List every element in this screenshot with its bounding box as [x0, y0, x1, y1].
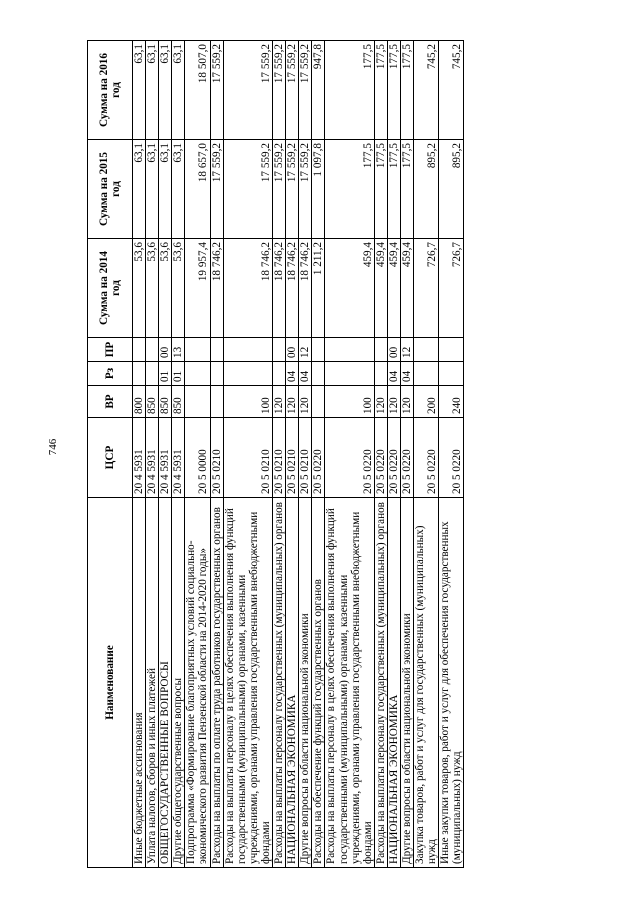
row-csr: 20 5 0220 — [374, 418, 387, 498]
table-row — [414, 41, 439, 868]
header-sum-2014: Сумма на 2014 год — [88, 239, 133, 338]
table-row — [439, 41, 464, 868]
row-vr: 120 — [286, 386, 299, 418]
row-name: Расходы на выплаты персоналу в целях обеспечения выполнения функций государственными (муниципальными) органами, казенными учреждениями, органами управления государственными внебюджетными фондами — [223, 498, 272, 868]
row-rz — [223, 362, 272, 386]
row-pr — [185, 338, 210, 362]
row-name: Другие общегосударственные вопросы — [172, 498, 185, 868]
table-row — [387, 41, 400, 868]
row-pr: 13 — [172, 338, 185, 362]
row-sum-2014: 726,7 — [414, 239, 439, 338]
row-rz: 04 — [400, 362, 413, 386]
row-vr — [312, 386, 325, 418]
row-pr — [374, 338, 387, 362]
row-sum-2014: 53,6 — [172, 239, 185, 338]
header-sum-2015: Сумма на 2015 год — [88, 140, 133, 239]
row-sum-2014: 19 957,4 — [185, 239, 210, 338]
row-sum-2014: 459,4 — [374, 239, 387, 338]
row-sum-2016: 17 559,2 — [223, 41, 272, 140]
row-sum-2016: 17 559,2 — [286, 41, 299, 140]
row-rz — [146, 362, 159, 386]
row-name: ОБЩЕГОСУДАРСТВЕННЫЕ ВОПРОСЫ — [159, 498, 172, 868]
row-sum-2015: 895,2 — [439, 140, 464, 239]
row-name: Уплата налогов, сборов и иных платежей — [146, 498, 159, 868]
row-rz — [325, 362, 374, 386]
row-vr: 120 — [273, 386, 286, 418]
row-name: Иные бюджетные ассигнования — [133, 498, 146, 868]
row-sum-2015: 17 559,2 — [210, 140, 223, 239]
row-sum-2015: 177,5 — [374, 140, 387, 239]
row-sum-2015: 63,1 — [172, 140, 185, 239]
row-pr — [312, 338, 325, 362]
table-row — [286, 41, 299, 868]
row-rz: 04 — [387, 362, 400, 386]
row-vr — [185, 386, 210, 418]
row-sum-2015: 63,1 — [159, 140, 172, 239]
row-vr: 120 — [387, 386, 400, 418]
row-vr: 120 — [299, 386, 312, 418]
row-sum-2015: 17 559,2 — [286, 140, 299, 239]
row-sum-2016: 177,5 — [400, 41, 413, 140]
row-rz — [439, 362, 464, 386]
row-sum-2016: 17 559,2 — [299, 41, 312, 140]
row-pr — [223, 338, 272, 362]
row-csr: 20 5 0000 — [185, 418, 210, 498]
row-csr: 20 5 0210 — [210, 418, 223, 498]
row-sum-2014: 459,4 — [325, 239, 374, 338]
row-sum-2014: 53,6 — [133, 239, 146, 338]
row-csr: 20 5 0220 — [312, 418, 325, 498]
row-rz — [414, 362, 439, 386]
row-sum-2014: 53,6 — [159, 239, 172, 338]
header-csr: ЦСР — [88, 418, 133, 498]
row-sum-2016: 63,1 — [146, 41, 159, 140]
row-rz: 01 — [159, 362, 172, 386]
row-name: Другие вопросы в области национальной экономики — [299, 498, 312, 868]
row-name: Подпрограмма «Формирование благоприятных условий социально-экономического развития Пензенской области на 2014-2020 годы» — [185, 498, 210, 868]
row-vr: 800 — [133, 386, 146, 418]
table-row — [325, 41, 374, 868]
row-name: Расходы на выплаты персоналу государственных (муниципальных) органов — [374, 498, 387, 868]
row-csr: 20 4 5931 — [159, 418, 172, 498]
header-name: Наименование — [88, 498, 133, 868]
row-sum-2016: 63,1 — [172, 41, 185, 140]
row-rz — [273, 362, 286, 386]
row-vr: 200 — [414, 386, 439, 418]
row-pr: 12 — [299, 338, 312, 362]
row-pr — [439, 338, 464, 362]
page-number: 746 — [47, 438, 59, 456]
header-sum-2016: Сумма на 2016 год — [88, 41, 133, 140]
table-row — [400, 41, 413, 868]
table-header-row — [88, 41, 133, 868]
row-sum-2014: 459,4 — [387, 239, 400, 338]
table-row — [273, 41, 286, 868]
row-sum-2015: 63,1 — [133, 140, 146, 239]
row-pr: 00 — [159, 338, 172, 362]
row-vr: 850 — [172, 386, 185, 418]
row-csr: 20 5 0220 — [439, 418, 464, 498]
row-sum-2014: 726,7 — [439, 239, 464, 338]
row-pr: 12 — [400, 338, 413, 362]
row-vr — [210, 386, 223, 418]
row-sum-2016: 947,8 — [312, 41, 325, 140]
table-row — [133, 41, 146, 868]
row-sum-2016: 745,2 — [414, 41, 439, 140]
row-name: Расходы на обеспечение функций государственных органов — [312, 498, 325, 868]
table-row — [312, 41, 325, 868]
row-sum-2015: 895,2 — [414, 140, 439, 239]
row-vr: 100 — [325, 386, 374, 418]
row-name: Другие вопросы в области национальной экономики — [400, 498, 413, 868]
row-sum-2015: 17 559,2 — [273, 140, 286, 239]
row-pr — [133, 338, 146, 362]
row-sum-2014: 1 211,2 — [312, 239, 325, 338]
table-row — [210, 41, 223, 868]
row-sum-2014: 18 746,2 — [299, 239, 312, 338]
row-rz — [185, 362, 210, 386]
row-sum-2014: 459,4 — [400, 239, 413, 338]
row-csr: 20 4 5931 — [133, 418, 146, 498]
row-csr: 20 5 0220 — [387, 418, 400, 498]
row-sum-2014: 18 746,2 — [273, 239, 286, 338]
row-sum-2015: 177,5 — [387, 140, 400, 239]
table-row — [146, 41, 159, 868]
row-name: Иные закупки товаров, работ и услуг для обеспечения государственных (муниципальных) нужд — [439, 498, 464, 868]
row-pr — [146, 338, 159, 362]
row-csr: 20 5 0220 — [414, 418, 439, 498]
row-vr: 120 — [400, 386, 413, 418]
row-vr: 100 — [223, 386, 272, 418]
row-csr: 20 5 0210 — [299, 418, 312, 498]
row-sum-2016: 18 507,0 — [185, 41, 210, 140]
row-vr: 120 — [374, 386, 387, 418]
header-pr: ПР — [88, 338, 133, 362]
row-pr: 00 — [387, 338, 400, 362]
table-row — [223, 41, 272, 868]
row-rz — [133, 362, 146, 386]
row-csr: 20 5 0210 — [286, 418, 299, 498]
row-sum-2015: 177,5 — [400, 140, 413, 239]
row-rz — [312, 362, 325, 386]
row-csr: 20 4 5931 — [172, 418, 185, 498]
row-sum-2015: 17 559,2 — [299, 140, 312, 239]
row-sum-2014: 53,6 — [146, 239, 159, 338]
row-pr — [325, 338, 374, 362]
table-row — [299, 41, 312, 868]
table-body — [133, 41, 464, 868]
row-sum-2015: 18 657,0 — [185, 140, 210, 239]
row-name: Расходы на выплаты персоналу государственных (муниципальных) органов — [273, 498, 286, 868]
row-rz: 04 — [286, 362, 299, 386]
budget-table — [87, 40, 464, 868]
row-sum-2016: 63,1 — [133, 41, 146, 140]
row-sum-2016: 63,1 — [159, 41, 172, 140]
row-sum-2015: 1 097,8 — [312, 140, 325, 239]
row-rz — [210, 362, 223, 386]
row-vr: 850 — [146, 386, 159, 418]
row-rz: 04 — [299, 362, 312, 386]
row-sum-2016: 745,2 — [439, 41, 464, 140]
table-row — [172, 41, 185, 868]
row-csr: 20 4 5931 — [146, 418, 159, 498]
row-sum-2016: 177,5 — [387, 41, 400, 140]
row-sum-2016: 177,5 — [374, 41, 387, 140]
row-name: Расходы на выплаты по оплате труда работников государственных органов — [210, 498, 223, 868]
row-name: НАЦИОНАЛЬНАЯ ЭКОНОМИКА — [387, 498, 400, 868]
row-vr: 240 — [439, 386, 464, 418]
table-row — [374, 41, 387, 868]
row-csr: 20 5 0220 — [325, 418, 374, 498]
budget-table-page — [87, 41, 557, 868]
row-pr — [414, 338, 439, 362]
row-rz — [374, 362, 387, 386]
row-sum-2015: 17 559,2 — [223, 140, 272, 239]
header-vr: ВР — [88, 386, 133, 418]
row-sum-2016: 177,5 — [325, 41, 374, 140]
row-name: Закупка товаров, работ и услуг для государственных (муниципальных) нужд — [414, 498, 439, 868]
row-csr: 20 5 0210 — [273, 418, 286, 498]
row-pr — [273, 338, 286, 362]
row-sum-2015: 177,5 — [325, 140, 374, 239]
row-sum-2016: 17 559,2 — [273, 41, 286, 140]
row-sum-2014: 18 746,2 — [223, 239, 272, 338]
row-name: Расходы на выплаты персоналу в целях обеспечения выполнения функций государственными (муниципальными) органами, казенными учреждениями, органами управления государственными внебюджетными фондами — [325, 498, 374, 868]
row-rz: 01 — [172, 362, 185, 386]
row-sum-2014: 18 746,2 — [210, 239, 223, 338]
row-pr: 00 — [286, 338, 299, 362]
header-rz: Рз — [88, 362, 133, 386]
row-sum-2015: 63,1 — [146, 140, 159, 239]
row-sum-2016: 17 559,2 — [210, 41, 223, 140]
table-row — [159, 41, 172, 868]
row-pr — [210, 338, 223, 362]
row-vr: 850 — [159, 386, 172, 418]
table-row — [185, 41, 210, 868]
row-sum-2014: 18 746,2 — [286, 239, 299, 338]
row-name: НАЦИОНАЛЬНАЯ ЭКОНОМИКА — [286, 498, 299, 868]
row-csr: 20 5 0210 — [223, 418, 272, 498]
row-csr: 20 5 0220 — [400, 418, 413, 498]
